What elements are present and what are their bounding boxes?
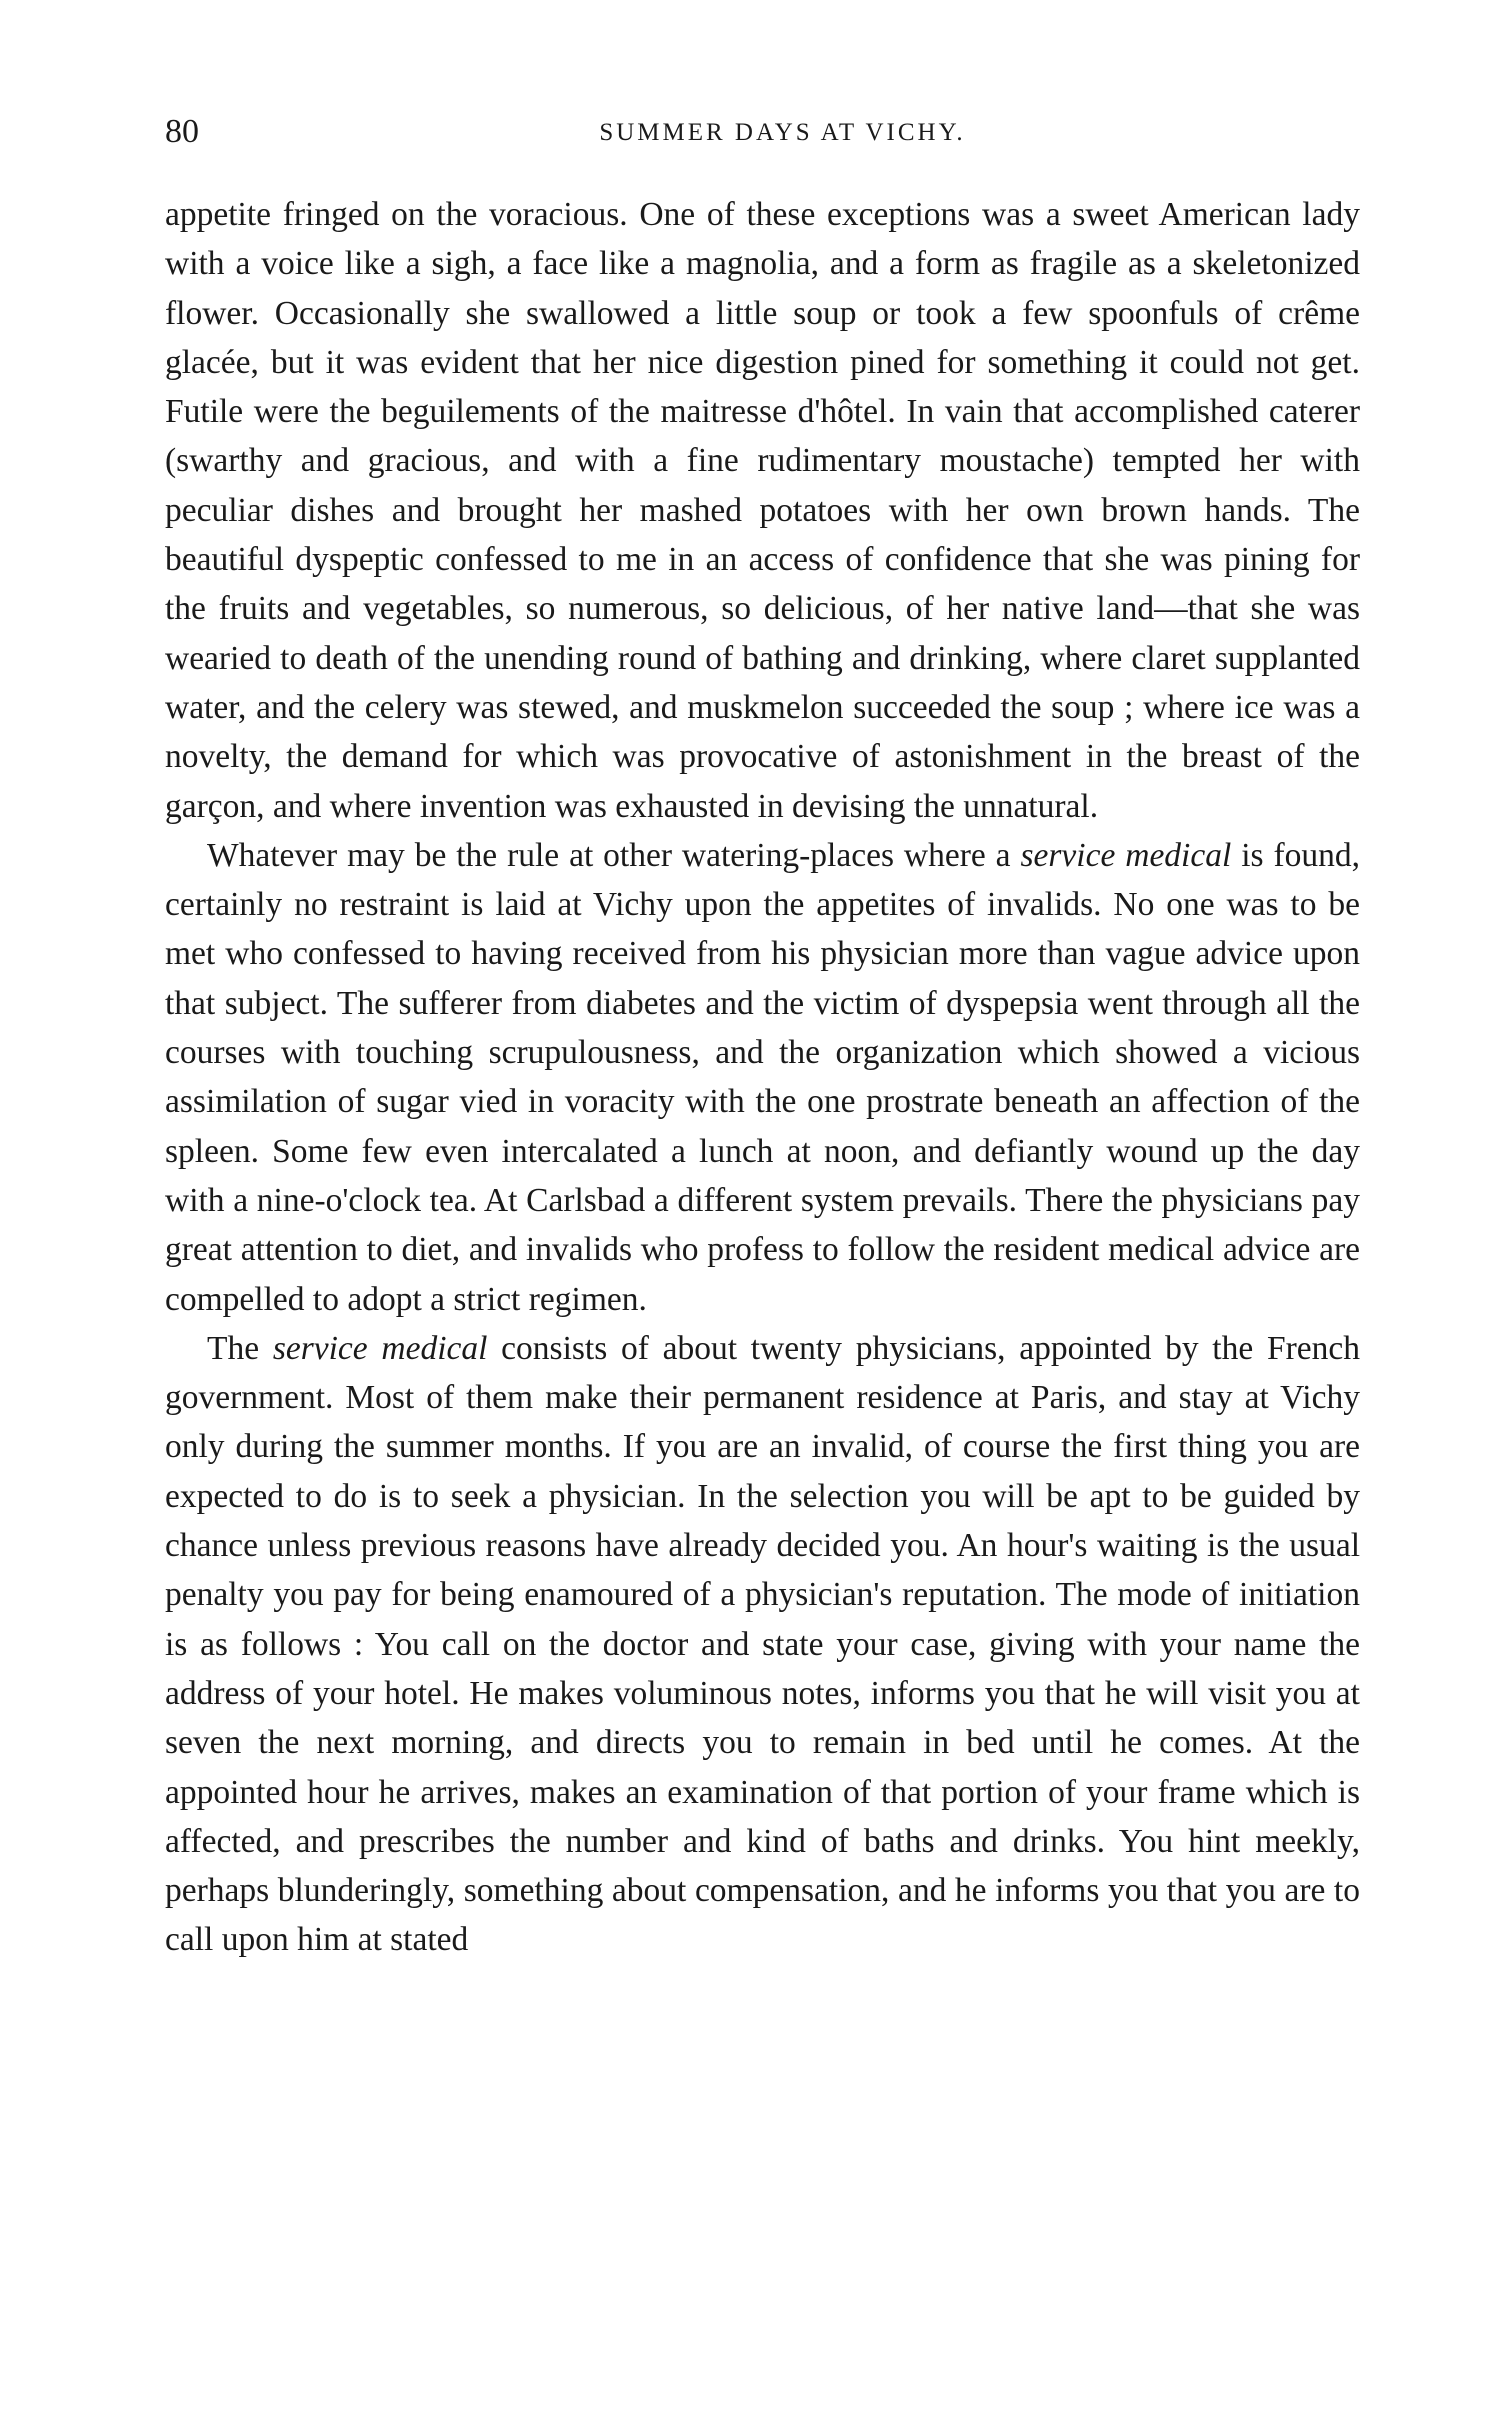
paragraph-text: is found, certainly no restraint is laid at Vichy upon the appetites of invalids. No one was to be met who confessed to having received from his physician more than vague advice upon that subject. The sufferer from diabetes and the victim of dyspepsia went through all the courses with touching scrupulousness, and the organization which showed a vicious assimilation of sugar vied in voracity with the one prostrate beneath an affection of the spleen. Some few even intercalated a lunch at noon, and defiantly wound up the day with a nine-o'clock tea. At Carlsbad a different system prevails. There the physicians pay great attention to diet, and invalids who profess to follow the resident medical advice are compelled to adopt a strict regimen. [165,836,1361,1318]
page-number: 80 [165,113,199,150]
paragraph-text: The [207,1329,273,1367]
paragraph-3 [165,1324,1360,1965]
running-head [165,112,1360,162]
italic-term: service medical [1020,836,1232,874]
italic-term: service medical [272,1329,488,1367]
running-title: SUMMER DAYS AT VICHY. [599,119,966,146]
body-text [165,190,1360,1965]
paragraph-1 [165,190,1360,831]
paragraph-text: Whatever may be the rule at other watering-places where a [207,836,1021,874]
paragraph-2 [165,831,1360,1324]
paragraph-text: consists of about twenty physicians, appointed by the French government. Most of them make their permanent residence at Paris, and stay at Vichy only during the summer months. If you are an invalid, of course the first thing you are expected to do is to seek a physician. In the selection you will be apt to be guided by chance unless previous reasons have already decided you. An hour's waiting is the usual penalty you pay for being enamoured of a physician's reputation. The mode of initiation is as follows : You call on the doctor and state your case, giving with your name the address of your hotel. He makes voluminous notes, informs you that he will visit you at seven the next morning, and directs you to remain in bed until he comes. At the appointed hour he arrives, makes an examination of that portion of your frame which is affected, and prescribes the number and kind of baths and drinks. You hint meekly, perhaps blunderingly, something about compensation, and he informs you that you are to call upon him at stated [165,1329,1360,1959]
paragraph-text: appetite fringed on the voracious. One of these exceptions was a sweet American lady with a voice like a sigh, a face like a magnolia, and a form as fragile as a skeletonized flower. Occasionally she swallowed a little soup or took a few spoonfuls of crême glacée, but it was evident that her nice digestion pined for something it could not get. Futile were the beguilements of the maitresse d'hôtel. In vain that accomplished caterer (swarthy and gracious, and with a fine rudimentary moustache) tempted her with peculiar dishes and brought her mashed potatoes with her own brown hands. The beautiful dyspeptic confessed to me in an access of confidence that she was pining for the fruits and vegetables, so numerous, so delicious, of her native land—that she was wearied to death of the unending round of bathing and drinking, where claret supplanted water, and the celery was stewed, and muskmelon succeeded the soup ; where ice was a novelty, the demand for which was provocative of astonishment in the breast of the garçon, and where invention was exhausted in devising the unnatural. [165,196,1360,825]
